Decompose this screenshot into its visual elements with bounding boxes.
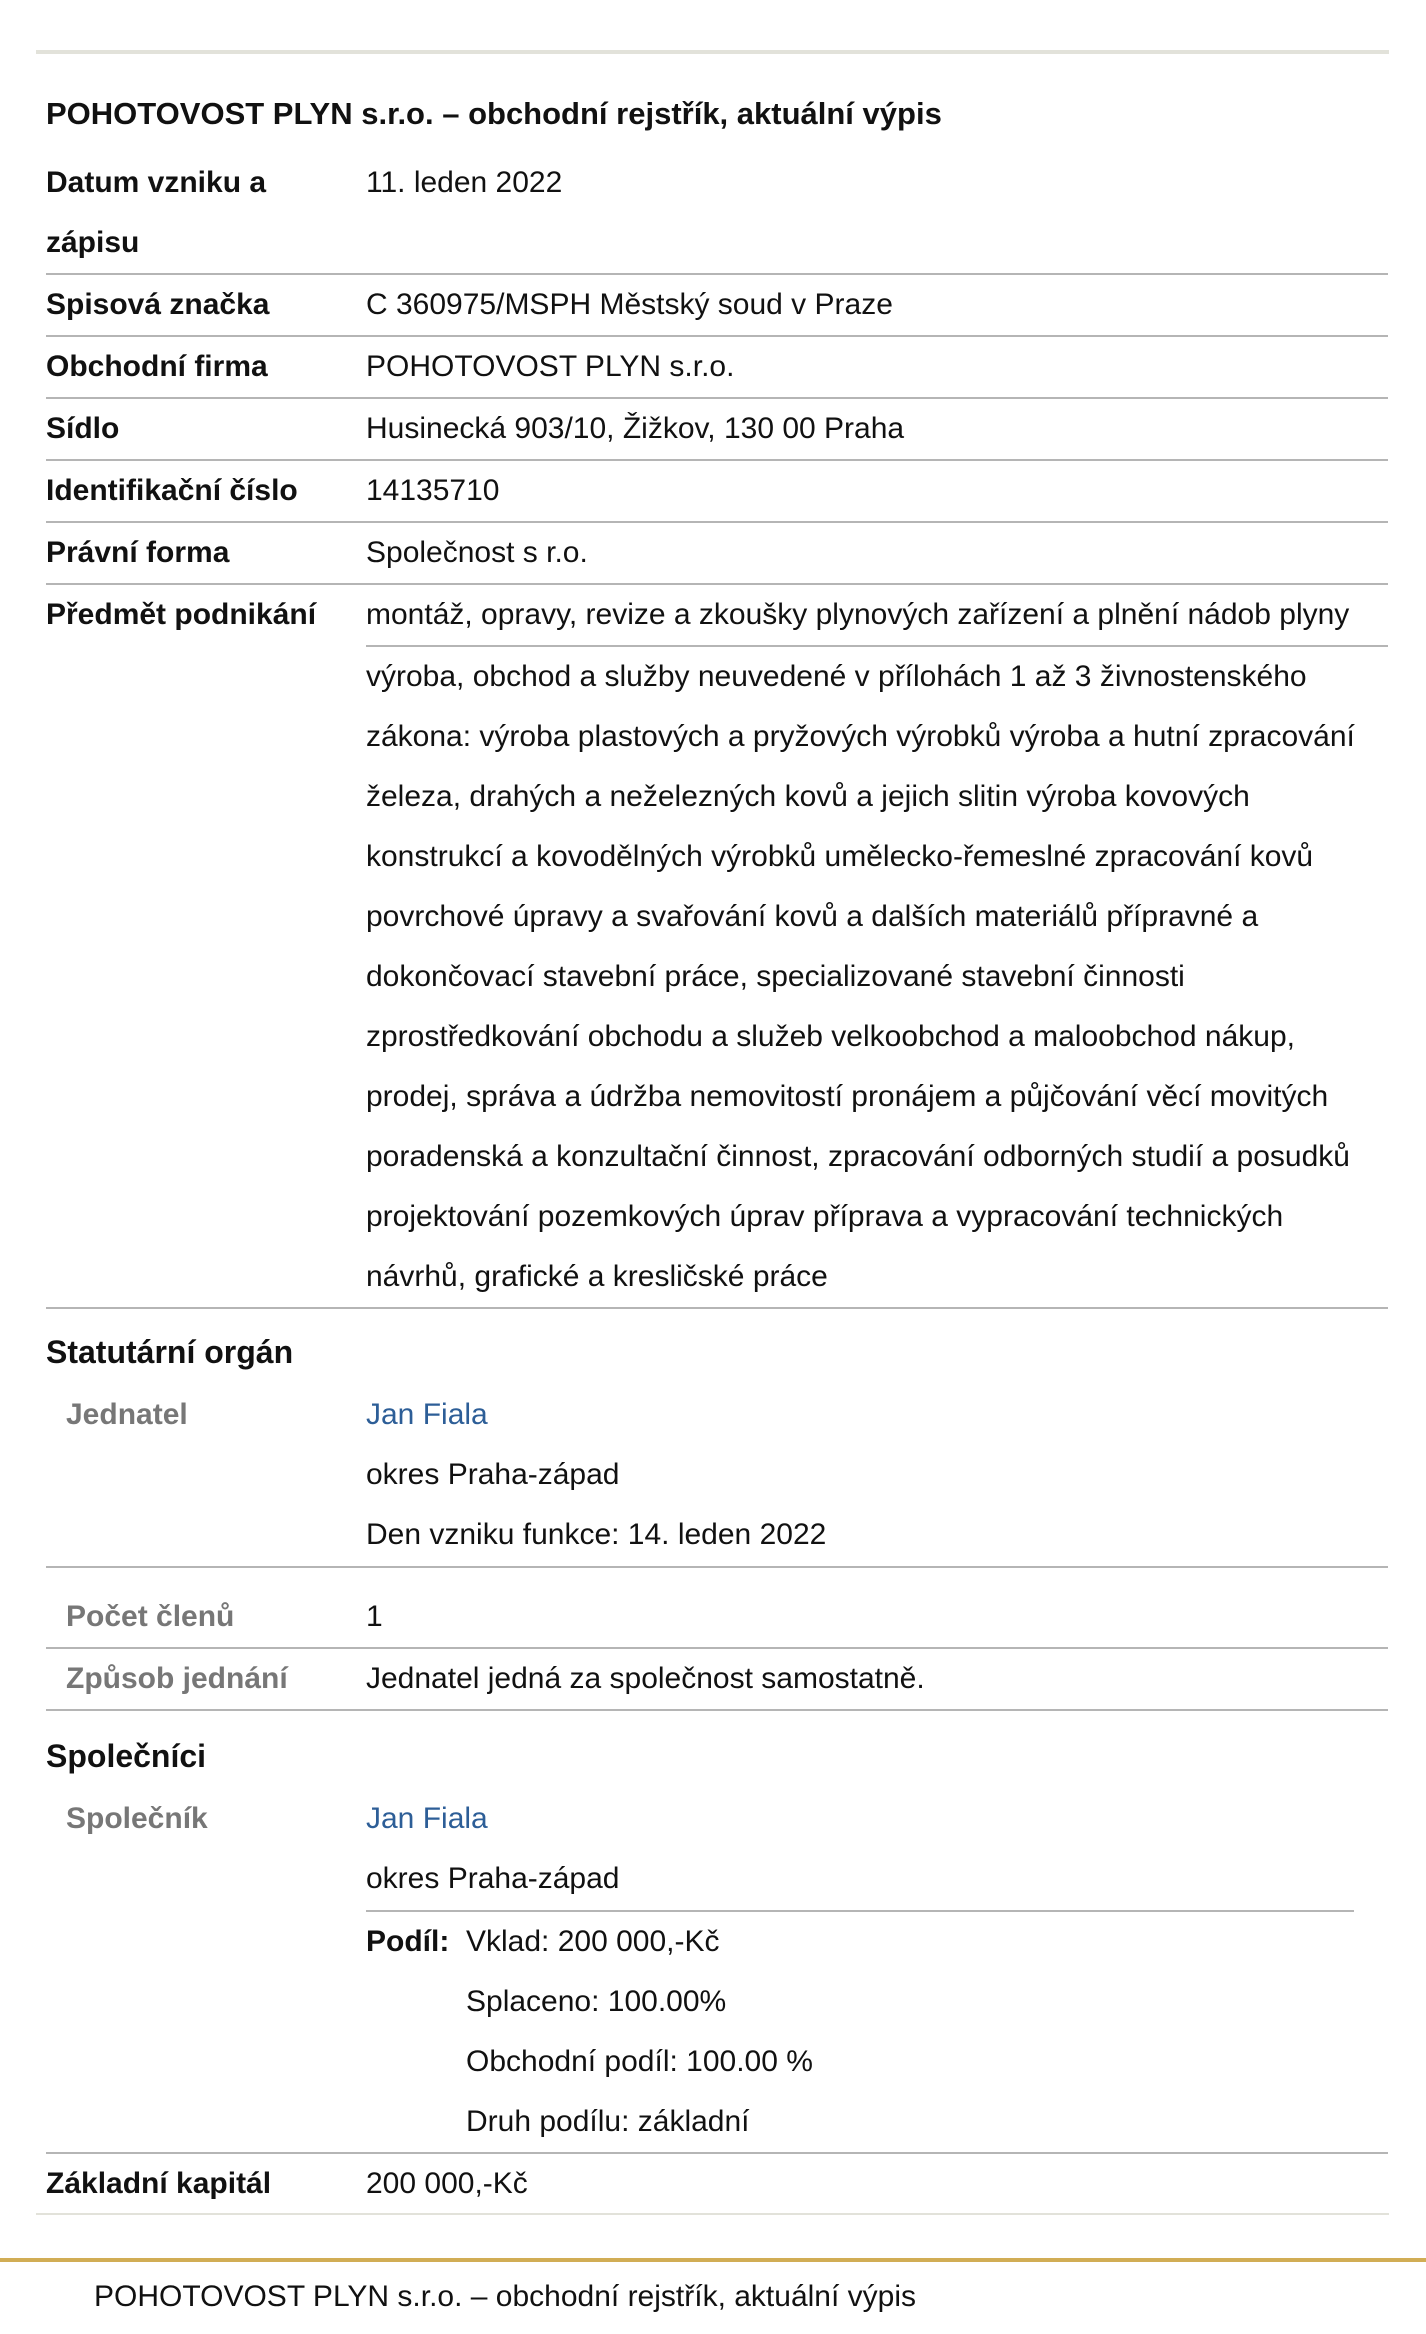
- predmet-line: železa, drahých a neželezných kovů a jejich slitin výroba kovových: [366, 780, 1250, 813]
- footer-text: POHOTOVOST PLYN s.r.o. – obchodní rejstřík, aktuální výpis: [94, 2280, 916, 2313]
- predmet-line: dokončovací stavební práce, specializované stavební činnosti: [366, 960, 1185, 993]
- label-podil: Podíl:: [366, 1925, 450, 1958]
- predmet-line: povrchové úpravy a svařování kovů a dalších materiálů přípravné a: [366, 900, 1259, 933]
- label-jednatel: Jednatel: [66, 1398, 188, 1431]
- predmet-line: projektování pozemkových úprav příprava a vypracování technických: [366, 1200, 1284, 1233]
- predmet-line: zprostředkování obchodu a služeb velkoobchod a maloobchod nákup,: [366, 1020, 1295, 1053]
- value-datum: 11. leden 2022: [366, 166, 563, 199]
- person-link-jednatel[interactable]: Jan Fiala: [366, 1398, 488, 1431]
- label-datum-1: Datum vzniku a: [46, 166, 267, 199]
- label-spolecnik: Společník: [66, 1802, 208, 1835]
- value-predmet-first: montáž, opravy, revize a zkoušky plynových zařízení a plnění nádob plyny: [366, 598, 1350, 631]
- jednatel-district: okres Praha-západ: [366, 1458, 620, 1491]
- value-firma: POHOTOVOST PLYN s.r.o.: [366, 350, 735, 383]
- podil-vklad: Vklad: 200 000,-Kč: [466, 1925, 720, 1958]
- predmet-line: zákona: výroba plastových a pryžových výrobků výroba a hutní zpracování: [366, 720, 1355, 753]
- label-predmet: Předmět podnikání: [46, 598, 317, 631]
- divider: [46, 1307, 1388, 1309]
- divider: [46, 521, 1388, 523]
- podil-obchodni: Obchodní podíl: 100.00 %: [466, 2045, 813, 2078]
- section-statutarni: Statutární orgán: [46, 1334, 294, 1370]
- divider: [46, 1709, 1388, 1711]
- spolecnik-district: okres Praha-západ: [366, 1862, 620, 1895]
- value-pocet: 1: [366, 1600, 383, 1633]
- label-zpusob: Způsob jednání: [66, 1662, 288, 1695]
- value-forma: Společnost s r.o.: [366, 536, 588, 569]
- value-sidlo: Husinecká 903/10, Žižkov, 130 00 Praha: [366, 412, 905, 445]
- predmet-line: konstrukcí a kovodělných výrobků umělecko-řemeslné zpracování kovů: [366, 840, 1314, 873]
- predmet-line: prodej, správa a údržba nemovitostí pronájem a půjčování věcí movitých: [366, 1080, 1329, 1113]
- section-spolecnici: Společníci: [46, 1738, 207, 1774]
- jednatel-since: Den vzniku funkce: 14. leden 2022: [366, 1518, 827, 1551]
- label-spis: Spisová značka: [46, 288, 270, 321]
- value-kapital: 200 000,-Kč: [366, 2167, 528, 2200]
- value-ico: 14135710: [366, 474, 500, 507]
- label-ico: Identifikační číslo: [46, 474, 298, 507]
- page-title: POHOTOVOST PLYN s.r.o. – obchodní rejstřík, aktuální výpis: [46, 96, 942, 131]
- label-kapital: Základní kapitál: [46, 2167, 272, 2200]
- label-forma: Právní forma: [46, 536, 230, 569]
- label-pocet: Počet členů: [66, 1600, 235, 1633]
- value-zpusob: Jednatel jedná za společnost samostatně.: [366, 1662, 925, 1695]
- podil-druh: Druh podílu: základní: [466, 2105, 750, 2138]
- predmet-line: poradenská a konzultační činnost, zpracování odborných studií a posudků: [366, 1140, 1350, 1173]
- divider: [46, 1566, 1388, 1568]
- label-datum-2: zápisu: [46, 226, 140, 259]
- label-sidlo: Sídlo: [46, 412, 120, 445]
- value-spis: C 360975/MSPH Městský soud v Praze: [366, 288, 893, 321]
- predmet-line: návrhů, grafické a kresličské práce: [366, 1260, 828, 1293]
- podil-splaceno: Splaceno: 100.00%: [466, 1985, 727, 2018]
- predmet-line: výroba, obchod a služby neuvedené v přílohách 1 až 3 živnostenského: [366, 660, 1307, 693]
- label-firma: Obchodní firma: [46, 350, 268, 383]
- person-link-spolecnik[interactable]: Jan Fiala: [366, 1802, 488, 1835]
- footer: [0, 2258, 1426, 2334]
